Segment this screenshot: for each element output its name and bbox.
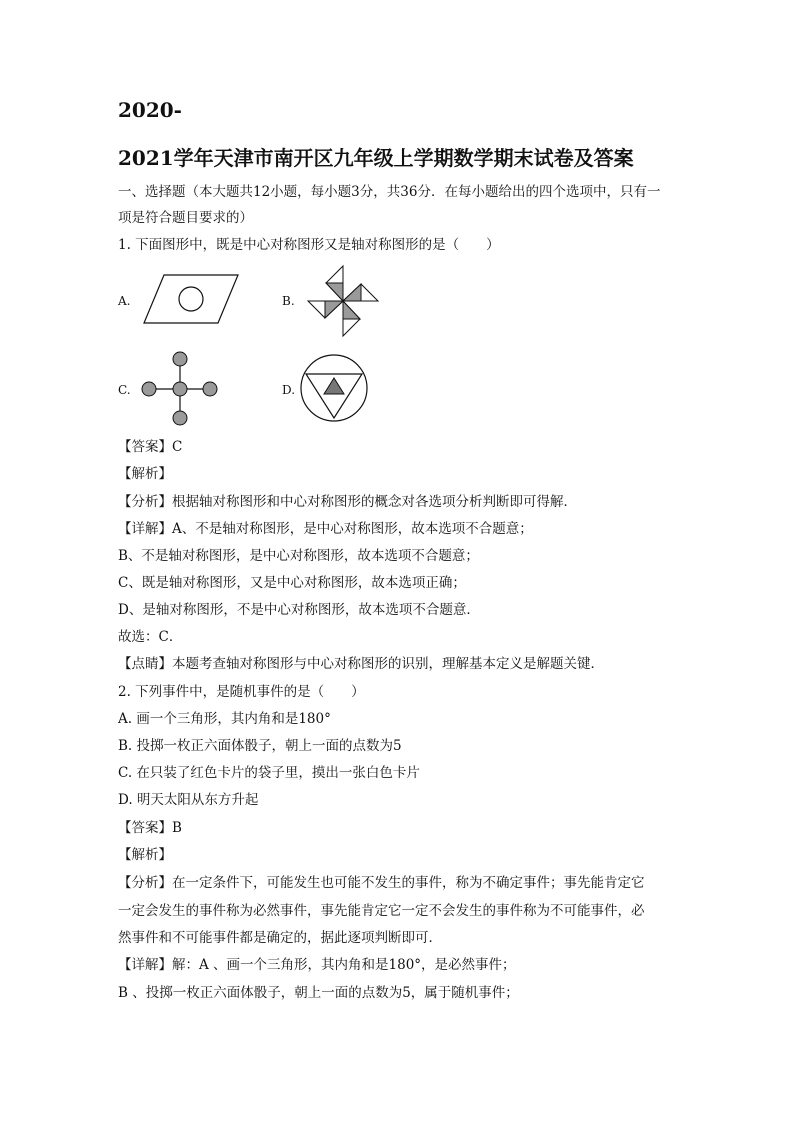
q1-line-d: D、是轴对称图形，不是中心对称图形，故本选项不合题意． <box>118 602 480 618</box>
q1-choose: 故选：C． <box>118 629 183 645</box>
q2-analysis-label: 【解析】 <box>118 847 172 863</box>
cross-circles-figure <box>138 348 222 430</box>
q1-line-c: C、既是轴对称图形，又是中心对称图形，故本选项正确； <box>118 575 466 591</box>
q2-option-d: D. 明天太阳从东方升起 <box>118 792 259 808</box>
q2-answer: 【答案】B <box>118 820 182 836</box>
title-line-1: 2020- <box>118 98 182 122</box>
q2-fenxi-2: 一定会发生的事件称为必然事件，事先能肯定它一定不会发生的事件称为不可能事件，必 <box>118 903 645 919</box>
q1-option-b-label: B. <box>282 294 295 308</box>
q1-option-a-label: A. <box>118 294 131 308</box>
q1-line-b: B、不是轴对称图形，是中心对称图形，故本选项不合题意； <box>118 548 479 564</box>
q1-answer: 【答案】C <box>118 439 183 455</box>
q1-option-d-label: D. <box>282 383 296 397</box>
q1-dianjing: 【点睛】本题考查轴对称图形与中心对称图形的识别，理解基本定义是解题关键． <box>118 656 604 672</box>
q1-fenxi: 【分析】根据轴对称图形和中心对称图形的概念对各选项分析判断即可得解． <box>118 494 577 510</box>
q2-option-a: A. 画一个三角形，其内角和是180° <box>118 711 331 727</box>
parallelogram-figure <box>142 270 242 328</box>
section-intro-1: 一、选择题（本大题共12小题，每小题3分，共36分．在每小题给出的四个选项中，只有一 <box>118 184 661 200</box>
q1-analysis-label: 【解析】 <box>118 466 172 482</box>
q2-option-c: C. 在只装了红色卡片的袋子里，摸出一张白色卡片 <box>118 765 420 781</box>
pinwheel-figure <box>300 262 386 340</box>
q1-xiangjie: 【详解】A、不是轴对称图形，是中心对称图形，故本选项不合题意； <box>118 521 533 537</box>
q2-fenxi-3: 然事件和不可能事件都是确定的，据此逐项判断即可． <box>118 930 442 946</box>
title-line-2: 2021学年天津市南开区九年级上学期数学期末试卷及答案 <box>118 146 634 170</box>
circle-triangles-figure <box>298 352 370 424</box>
q1-stem: 1. 下面图形中，既是中心对称图形又是轴对称图形的是（ ） <box>118 237 500 253</box>
q2-xiangjie-1: 【详解】解：A 、画一个三角形，其内角和是180°，是必然事件； <box>118 957 516 973</box>
q2-xiangjie-2: B 、投掷一枚正六面体骰子，朝上一面的点数为5，属于随机事件； <box>118 985 519 1001</box>
q2-option-b: B. 投掷一枚正六面体骰子，朝上一面的点数为5 <box>118 738 402 754</box>
section-intro-2: 项是符合题目要求的） <box>118 210 253 226</box>
q1-option-c-label: C. <box>118 383 131 397</box>
q2-stem: 2. 下列事件中，是随机事件的是（ ） <box>118 684 365 700</box>
q2-fenxi-1: 【分析】在一定条件下，可能发生也可能不发生的事件，称为不确定事件；事先能肯定它 <box>118 875 645 891</box>
